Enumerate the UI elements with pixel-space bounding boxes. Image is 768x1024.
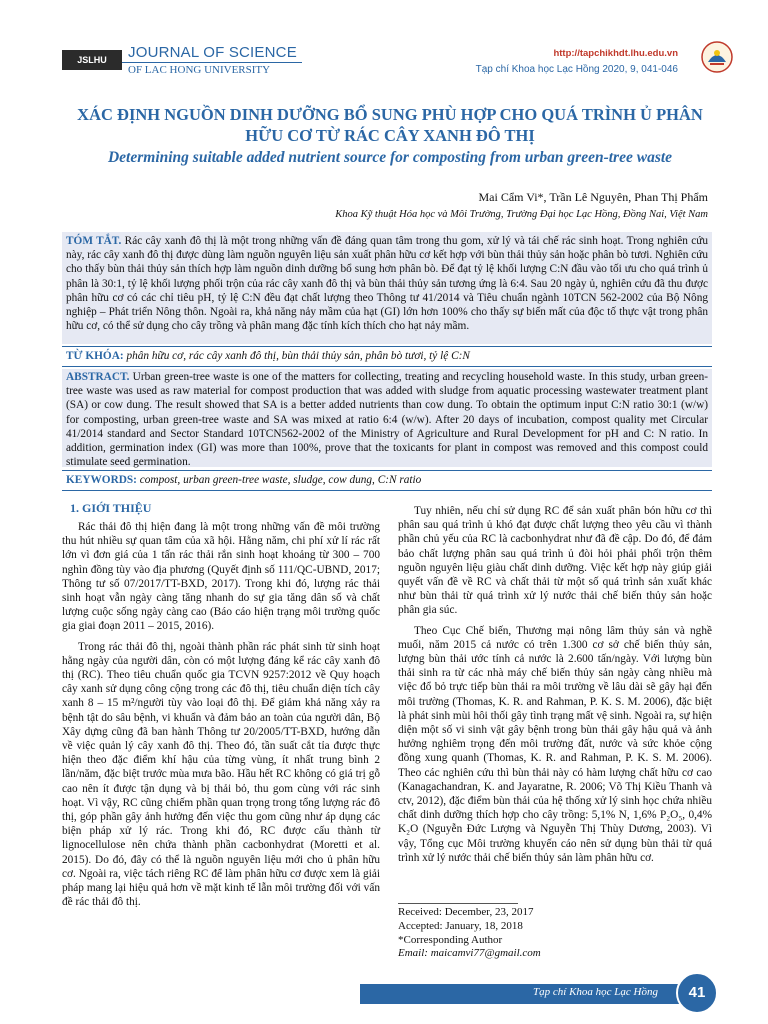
journal-citation: Tạp chí Khoa học Lạc Hồng 2020, 9, 041-046 <box>475 64 678 75</box>
journal-name: JOURNAL OF SCIENCE <box>128 44 297 61</box>
journal-subname: OF LAC HONG UNIVERSITY <box>128 64 271 76</box>
keywords-en-label: KEYWORDS: <box>66 474 137 486</box>
abstract-vn-text: Rác cây xanh đô thị là một trong những vấn đề đáng quan tâm trong thu gom, xử lý và tái chế rác sinh hoạt. Trong nghiên cứu này, rác cây xanh đô thị được dùng làm nguồn nguyên liệu sản xuất phân hữu cơ kết hợp với bùn thải thủy sản hoặc phân bò tươi. Nghiên cứu cho thấy bùn thải thủy sản thích hợp làm nguồn dinh dưỡng bổ sung hơn phân bò. Để đạt tỷ lệ khối lượng C:N đầu vào tối ưu cho quá trình ủ phân là 30:1, tỷ lệ khối lượng phối trộn của rác cây xanh đô thị và bùn thải thủy sản tương ứng là 6:4. Sau 20 ngày ủ, nghiên cứu đã thu được phân hữu cơ có các chỉ tiêu pH, tỷ lệ C:N đều đạt chất lượng theo Thông tư 41/2014 và Tiêu chuẩn ngành 10TCN 562-2002 của Bộ Nông nghiệp – Phát triển Nông thôn. Ngoài ra, khả năng nảy mầm của hạt (GI) lớn hơn 100% cho thấy sự biến mất của độc tố thực vật trong phân hữu cơ, có thể sử dụng cho cây trồng và phân mang đặc tính kích thích cho hạt nảy mầm. <box>66 235 708 333</box>
abstract-divider <box>62 346 712 347</box>
university-emblem-icon <box>700 40 734 74</box>
abstract-en-text: Urban green-tree waste is one of the matters for collecting, treating and recycling household waste. In this study, urban green-tree waste was used as raw material for compost production that was added with sludge from aquatic processing wastewater treatment plant (SA) or cow dung. The result showed that SA is a better added nutrients than cow dung. To obtain the optimum input C:N ratio 30:1 (w/w) for composting, urban green-tree waste and SA was mixed at ratio 6:4 (w/w). After 20 days of incubation, compost quality met Circular 41/2014 standard and Sector Standard 10TCN562-2002 of the Ministry of Agriculture and Rural Development for pH and C: N ratio. In addition, germination index (GI) was more than 100%, prove that the toxicants for plant in compost was removed and this compost could stimulate seed germination. <box>66 371 708 469</box>
section-heading-introduction: 1. GIỚI THIỆU <box>70 501 152 515</box>
received-date: Received: December, 23, 2017 <box>398 906 534 918</box>
footer-journal-name: Tạp chí Khoa học Lạc Hồng <box>533 986 658 998</box>
abstract-en-divider <box>62 470 712 471</box>
paragraph: Tuy nhiên, nếu chỉ sử dụng RC để sản xuất phân bón hữu cơ thì phân sau quá trình ủ khó đạt được chất lượng theo yêu cầu vì thành phần chủ yếu của RC là cacbonhydrat như đã đề cập. Do đó, để đảm bảo chất lượng phân sau quá trình ủ đòi hỏi phải phối trộn thêm nguồn nguyên liệu giàu chất dinh dưỡng. Việc kết hợp này giúp giải quyết vấn đề về RC và chất thải từ một số quá trình sản xuất khác như bùn thải từ quá trình xử lý nước thải chế biến thủy sản hoặc phân gia súc. <box>398 505 712 617</box>
affiliation: Khoa Kỹ thuật Hóa học và Môi Trường, Trường Đại học Lạc Hồng, Đồng Nai, Việt Nam <box>335 209 708 220</box>
keywords-divider <box>62 366 712 367</box>
paragraph: Theo Cục Chế biến, Thương mại nông lâm thủy sản và nghề muối, năm 2015 cả nước có trên 1.300 cơ sở chế biến thủy sản, lượng bùn thải ước tính cả nước là 2.600 tấn/ngày. Với lượng bùn thải sinh ra từ các nhà máy chế biến thủy sản ngày càng nhiều mà việc đổ bỏ trực tiếp bùn thải ra môi trường về lâu dài sẽ gây hại đến môi trường (Thomas, K. R. and Rahman, P. K. S. M. 2006), đặc biệt là phát sinh mùi hôi thối gây tình trạng mất vệ sinh. Ngoài ra, sự hiện diện một số vi sinh vật gây bệnh trong bùn thải gây hậu quả và ảnh hưởng nghiêm trọng đến môi trường đất, nước và sức khỏe cộng đồng xung quanh (Thomas, K. R. and Rahman, P. K. S. M. 2006). Theo các nghiên cứu thì bùn thải này có hàm lượng chất hữu cơ cao (Kanagachandran, K. and Jayaratne, R. 2006; Võ Thị Kiều Thanh và ctv, 2012), đặc điểm bùn thải của hệ thống xử lý sinh học chứa nhiều chất dinh dưỡng thích hợp cho cây trồng: 5,1% N, 1,6% P₂O₅, 0,4% K₂O (Nguyễn Đức Lượng và Nguyễn Thị Thùy Dương, 2003). Vì vậy, Tổng cục Môi trường khuyến cáo nên sử dụng bùn thải từ quá trình xử lý nước thải chế biến thủy sản làm phân hữu cơ. <box>398 624 712 864</box>
received-info <box>398 906 712 961</box>
paragraph: Rác thải đô thị hiện đang là một trong những vấn đề môi trường thu hút nhiều sự quan tâm của xã hội. Hằng năm, chi phí xử lí rác rất lớn vì đơn giá của 1 tấn rác thải rắn sinh hoạt khoảng từ 300 – 700 nghìn đồng tùy vào địa phương (Quyết định số 111/QC-UBND, 2017; Thông tư số 07/2017/TT-BXD, 2017). Trong khi đó, lượng rác thải sinh hoạt vẫn ngày càng tăng nhanh do sự gia tăng dân số và chất lượng cuộc sống ngày càng cao (Báo cáo hiện trạng môi trường quốc gia giai đoạn 2011 – 2015, 2016). <box>62 521 380 633</box>
accepted-date: Accepted: January, 18, 2018 <box>398 919 523 932</box>
title-vietnamese: XÁC ĐỊNH NGUỒN DINH DƯỠNG BỔ SUNG PHÙ HỢP CHO QUÁ TRÌNH Ủ PHÂN HỮU CƠ TỪ RÁC CÂY XANH ĐÔ THỊ <box>77 105 703 145</box>
abstract-en <box>66 370 708 469</box>
left-column <box>62 520 380 915</box>
journal-url[interactable]: http://tapchikhdt.lhu.edu.vn <box>553 48 678 59</box>
abstract-en-label: ABSTRACT. <box>66 371 130 383</box>
page-number: 41 <box>676 972 718 1014</box>
abstract-vn <box>66 234 708 333</box>
keywords-vn-text: phân hữu cơ, rác cây xanh đô thị, bùn thải thủy sản, phân bò tươi, tỷ lệ C:N <box>123 350 470 362</box>
journal-logo: JSLHU <box>62 50 122 70</box>
corresponding-author: *Corresponding Author <box>398 933 503 946</box>
journal-header <box>0 0 768 88</box>
title-english: Determining suitable added nutrient source for composting from urban green-tree waste <box>107 149 673 166</box>
authors: Mai Cẩm Vi*, Trần Lê Nguyên, Phan Thị Phẩm <box>478 190 708 204</box>
keywords-vn <box>66 349 708 363</box>
right-column <box>398 504 712 871</box>
keywords-en <box>66 473 708 487</box>
keywords-en-text: compost, urban green-tree waste, sludge, cow dung, C:N ratio <box>136 474 422 486</box>
header-divider <box>122 62 302 63</box>
paragraph: Trong rác thải đô thị, ngoài thành phần rác phát sinh từ sinh hoạt hằng ngày của người dân, còn có một lượng đáng kể rác cây xanh đô thị (RC). Theo tiêu chuẩn quốc gia TCVN 9257:2012 về Quy hoạch cây xanh sử dụng công cộng trong các đô thị, tiêu chuẩn diện tích cây xanh 8 – 15 m²/người tùy vào loại đô thị. Để giảm khả năng xảy ra bệnh tật do sâu bệnh, vi khuẩn và đảm bảo an toàn của người dân, Bộ Xây dựng cũng đã ban hành Thông tư 20/2005/TT-BXD, hướng dẫn về việc quản lý cây xanh đô thị. Theo đó, tần suất cắt tỉa được thực hiện theo đặc điểm khí hậu của từng vùng, ít nhất trung bình 2 lần/năm, đặc biệt trước mùa mưa bão. Hầu hết RC không có giá trị gỗ cao nên ít được tận dụng và bị thải bỏ, thu gom cùng với rác sinh hoạt. Vì vậy, RC cũng chiếm phần quan trọng trong tổng lượng rác đô thị, góp phần gây ảnh hưởng đến việc thu gom cũng như áp dụng các biện pháp xử lý rác. Trong khi đó, RC được cấu thành từ lignocellulose nên chứa thành phần cacbonhydrat (Moretti et al. 2015). Do đó, đây có thể là nguồn nguyên liệu mới cho ủ phân hữu cơ. Ngoài ra, việc tách riêng RC để làm phân hữu cơ được xem là giải pháp mang lại hiệu quả hơn về mặt kinh tế lẫn môi trường đối với vấn đề rác thải đô thị. <box>62 640 380 909</box>
keywords-en-divider <box>62 490 712 491</box>
author-email[interactable]: Email: maicamvi77@gmail.com <box>398 947 541 960</box>
received-divider <box>398 903 518 904</box>
keywords-vn-label: TỪ KHÓA: <box>66 350 124 362</box>
abstract-vn-label: TÓM TẮT. <box>66 235 122 247</box>
